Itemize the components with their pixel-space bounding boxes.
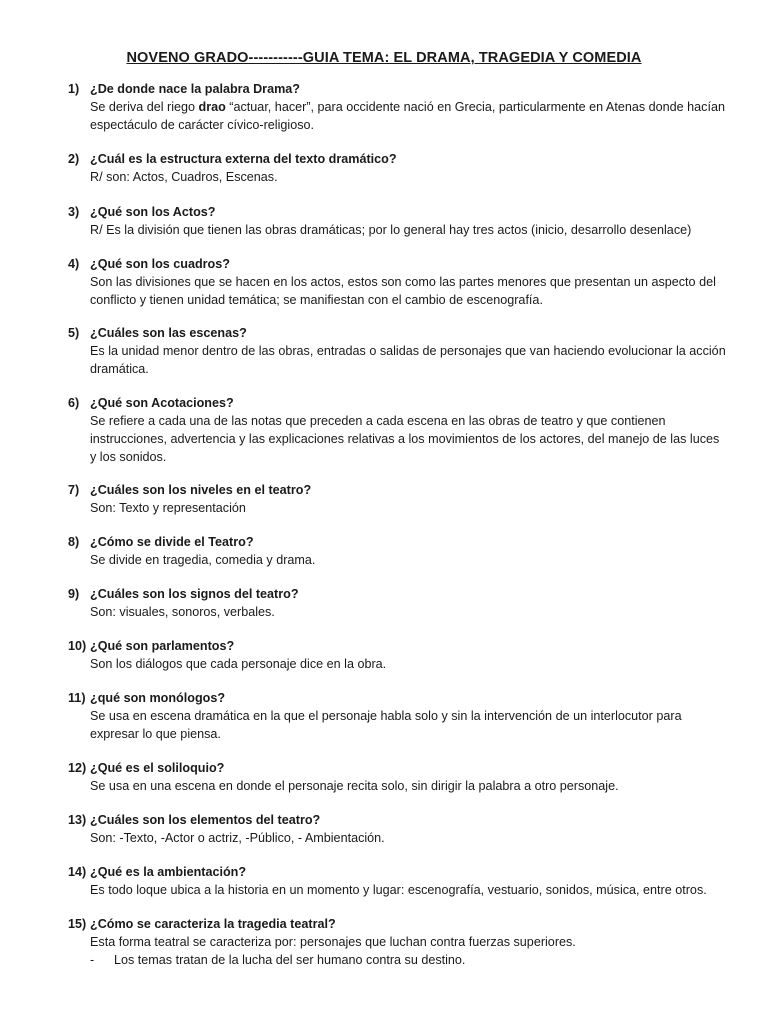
question-number: 12) — [68, 761, 87, 775]
question-number: 8) — [68, 535, 80, 549]
question-number: 11) — [68, 691, 86, 705]
question-number: 5) — [68, 326, 80, 340]
answer-text: Son: visuales, sonoros, verbales. — [90, 605, 275, 619]
question-text: ¿De donde nace la palabra Drama? — [90, 82, 300, 96]
question-item-5 — [68, 324, 728, 378]
answer-text: Son las divisiones que se hacen en los actos, estos son como las partes menores que presentan un aspecto del conflicto y tienen unidad temática; se manifiestan con el cambio de escenografía. — [90, 275, 716, 307]
question-number: 14) — [68, 865, 87, 879]
question-text: ¿Cuáles son los elementos del teatro? — [90, 813, 321, 827]
question-text: ¿Cuáles son las escenas? — [90, 326, 247, 340]
question-text: ¿Cuáles son los signos del teatro? — [90, 587, 299, 601]
answer-text: Se deriva del riego drao “actuar, hacer”, para occidente nació en Grecia, particularmente en Atenas donde hacían espectáculo de carácter cívico-religioso. — [90, 100, 725, 132]
answer-text: Se refiere a cada una de las notas que preceden a cada escena en las obras de teatro y que contienen instrucciones, advertencia y las explicaciones relativas a los movimientos de los actores, del manejo de las luces y los sonidos. — [90, 414, 720, 464]
answer-text: Son: Texto y representación — [90, 501, 246, 515]
question-number: 7) — [68, 483, 80, 497]
answer-text: Esta forma teatral se caracteriza por: personajes que luchan contra fuerzas superiores. — [90, 935, 576, 949]
question-item-10 — [68, 637, 728, 673]
answer-text: R/ Es la división que tienen las obras dramáticas; por lo general hay tres actos (inicio, desarrollo desenlace) — [90, 223, 692, 237]
answer-text: Se usa en una escena en donde el personaje recita solo, sin dirigir la palabra a otro personaje. — [90, 779, 619, 793]
question-text: ¿Cuáles son los niveles en el teatro? — [90, 483, 312, 497]
answer-text: Es todo loque ubica a la historia en un momento y lugar: escenografía, vestuario, sonidos, música, entre otros. — [90, 883, 707, 897]
question-number: 4) — [68, 257, 80, 271]
answer-text: Son los diálogos que cada personaje dice en la obra. — [90, 657, 387, 671]
question-item-11 — [68, 689, 728, 743]
question-text: ¿Qué son los cuadros? — [90, 257, 230, 271]
question-number: 2) — [68, 152, 80, 166]
question-item-9 — [68, 585, 728, 621]
answer-text: R/ son: Actos, Cuadros, Escenas. — [90, 170, 278, 184]
question-number: 9) — [68, 587, 80, 601]
question-number: 1) — [68, 82, 80, 96]
question-text: ¿Qué son Acotaciones? — [90, 396, 234, 410]
question-item-13 — [68, 811, 728, 847]
question-text: ¿Cómo se divide el Teatro? — [90, 535, 254, 549]
question-item-6 — [68, 394, 728, 466]
question-number: 6) — [68, 396, 80, 410]
question-number: 13) — [68, 813, 87, 827]
answer-text: Se usa en escena dramática en la que el personaje habla solo y sin la intervención de un interlocutor para expresar lo que piensa. — [90, 709, 682, 741]
question-text: ¿Qué son los Actos? — [90, 205, 216, 219]
question-item-14 — [68, 863, 728, 899]
question-item-8 — [68, 533, 728, 569]
question-item-2 — [68, 150, 728, 186]
question-text: ¿Qué son parlamentos? — [90, 639, 235, 653]
question-item-15 — [68, 915, 728, 969]
list-item — [68, 951, 728, 969]
question-text: ¿Cómo se caracteriza la tragedia teatral? — [90, 917, 336, 931]
question-item-4 — [68, 255, 728, 309]
answer-text: Se divide en tragedia, comedia y drama. — [90, 553, 316, 567]
question-item-1 — [68, 80, 728, 134]
answer-text: Son: -Texto, -Actor o actriz, -Público, - Ambientación. — [90, 831, 385, 845]
bullet-text: Los temas tratan de la lucha del ser humano contra su destino. — [114, 953, 466, 967]
question-text: ¿Qué es la ambientación? — [90, 865, 247, 879]
question-number: 15) — [68, 917, 87, 931]
question-item-12 — [68, 759, 728, 795]
question-text: ¿Cuál es la estructura externa del texto dramático? — [90, 152, 397, 166]
question-number: 3) — [68, 205, 80, 219]
question-text: ¿qué son monólogos? — [90, 691, 226, 705]
bullet-dash: - — [90, 953, 95, 967]
question-text: ¿Qué es el soliloquio? — [90, 761, 225, 775]
question-item-3 — [68, 203, 728, 239]
question-item-7 — [68, 481, 728, 517]
question-number: 10) — [68, 639, 87, 653]
answer-text: Es la unidad menor dentro de las obras, entradas o salidas de personajes que van haciendo evolucionar la acción dramática. — [90, 344, 726, 376]
page-title: NOVENO GRADO-----------GUIA TEMA: EL DRAMA, TRAGEDIA Y COMEDIA — [126, 50, 642, 66]
